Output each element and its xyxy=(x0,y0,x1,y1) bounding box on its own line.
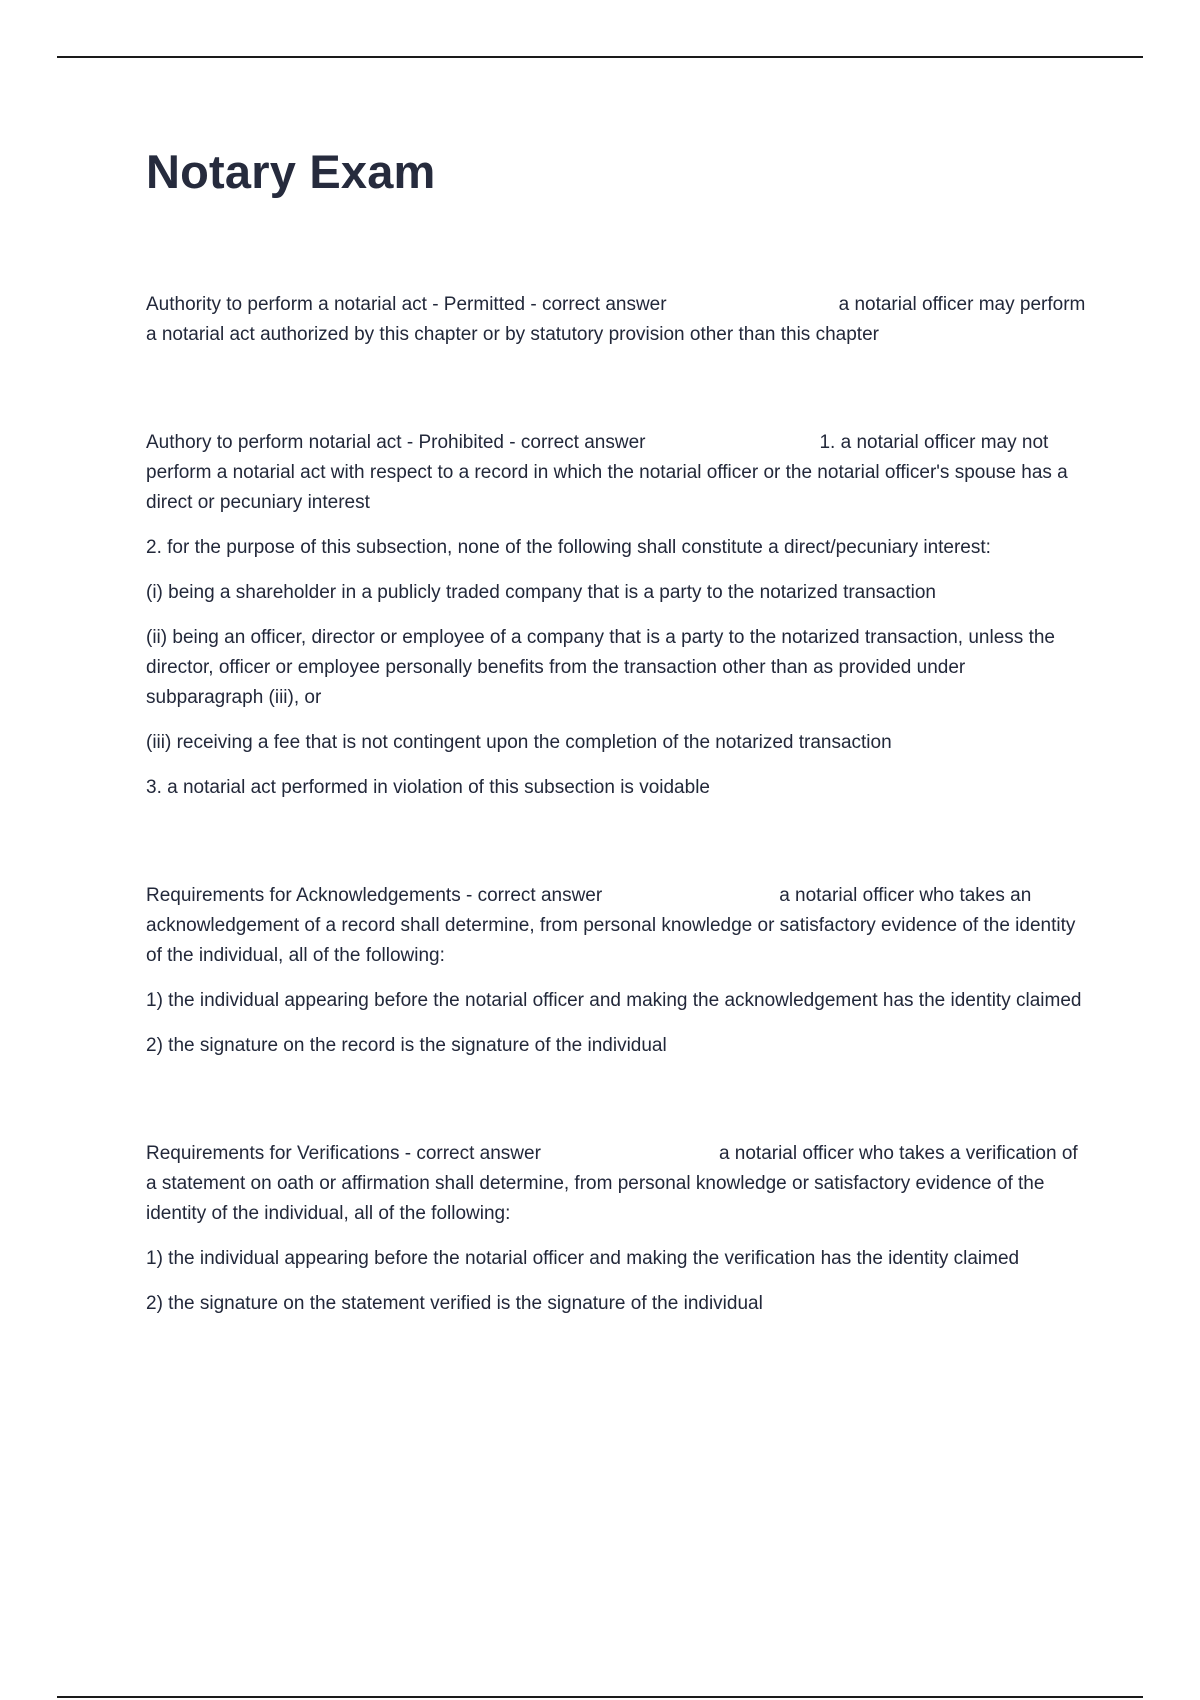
document-body xyxy=(146,290,1086,1397)
answer-item: (i) being a shareholder in a publicly traded company that is a party to the notarized transaction xyxy=(146,582,937,603)
qa-lead-paragraph xyxy=(146,1139,1086,1229)
answer-text: 1. a notarial officer may not perform a notarial act with respect to a record in which the notarial officer or the notarial officer's spouse has a direct or pecuniary interest xyxy=(146,432,1068,513)
top-divider xyxy=(57,56,1143,58)
answer-item: 1) the individual appearing before the notarial officer and making the verification has the identity claimed xyxy=(146,1248,1020,1269)
qa-lead-paragraph xyxy=(146,428,1086,518)
qa-entry-acknowledgements xyxy=(146,881,1086,1061)
question-text: Requirements for Acknowledgements - correct answer xyxy=(146,885,603,906)
qa-entry-prohibited xyxy=(146,428,1086,803)
question-text: Authority to perform a notarial act - Permitted - correct answer xyxy=(146,294,667,315)
answer-text: a notarial officer may perform a notarial act authorized by this chapter or by statutory provision other than this chapter xyxy=(146,294,1086,345)
answer-item: (ii) being an officer, director or employee of a company that is a party to the notarized transaction, unless the director, officer or employee personally benefits from the transaction other than as provided under subparagraph (iii), or xyxy=(146,627,1055,708)
qa-entry-verifications xyxy=(146,1139,1086,1319)
qa-entry-permitted xyxy=(146,290,1086,350)
question-text: Requirements for Verifications - correct answer xyxy=(146,1143,541,1164)
qa-lead-paragraph xyxy=(146,290,1086,350)
answer-item: 2. for the purpose of this subsection, none of the following shall constitute a direct/pecuniary interest: xyxy=(146,537,991,558)
qa-lead-paragraph xyxy=(146,881,1086,971)
question-text: Authory to perform notarial act - Prohibited - correct answer xyxy=(146,432,646,453)
answer-item: 1) the individual appearing before the notarial officer and making the acknowledgement has the identity claimed xyxy=(146,990,1082,1011)
answer-item: 2) the signature on the record is the signature of the individual xyxy=(146,1035,667,1056)
answer-text: a notarial officer who takes an acknowledgement of a record shall determine, from personal knowledge or satisfactory evidence of the identity of the individual, all of the following: xyxy=(146,885,1076,966)
page-title: Notary Exam xyxy=(146,145,436,198)
answer-item: (iii) receiving a fee that is not contingent upon the completion of the notarized transaction xyxy=(146,732,892,753)
bottom-divider xyxy=(57,1696,1143,1698)
answer-item: 2) the signature on the statement verified is the signature of the individual xyxy=(146,1293,763,1314)
answer-item: 3. a notarial act performed in violation of this subsection is voidable xyxy=(146,777,710,798)
answer-text: a notarial officer who takes a verification of a statement on oath or affirmation shall determine, from personal knowledge or satisfactory evidence of the identity of the individual, all of the following: xyxy=(146,1143,1078,1224)
